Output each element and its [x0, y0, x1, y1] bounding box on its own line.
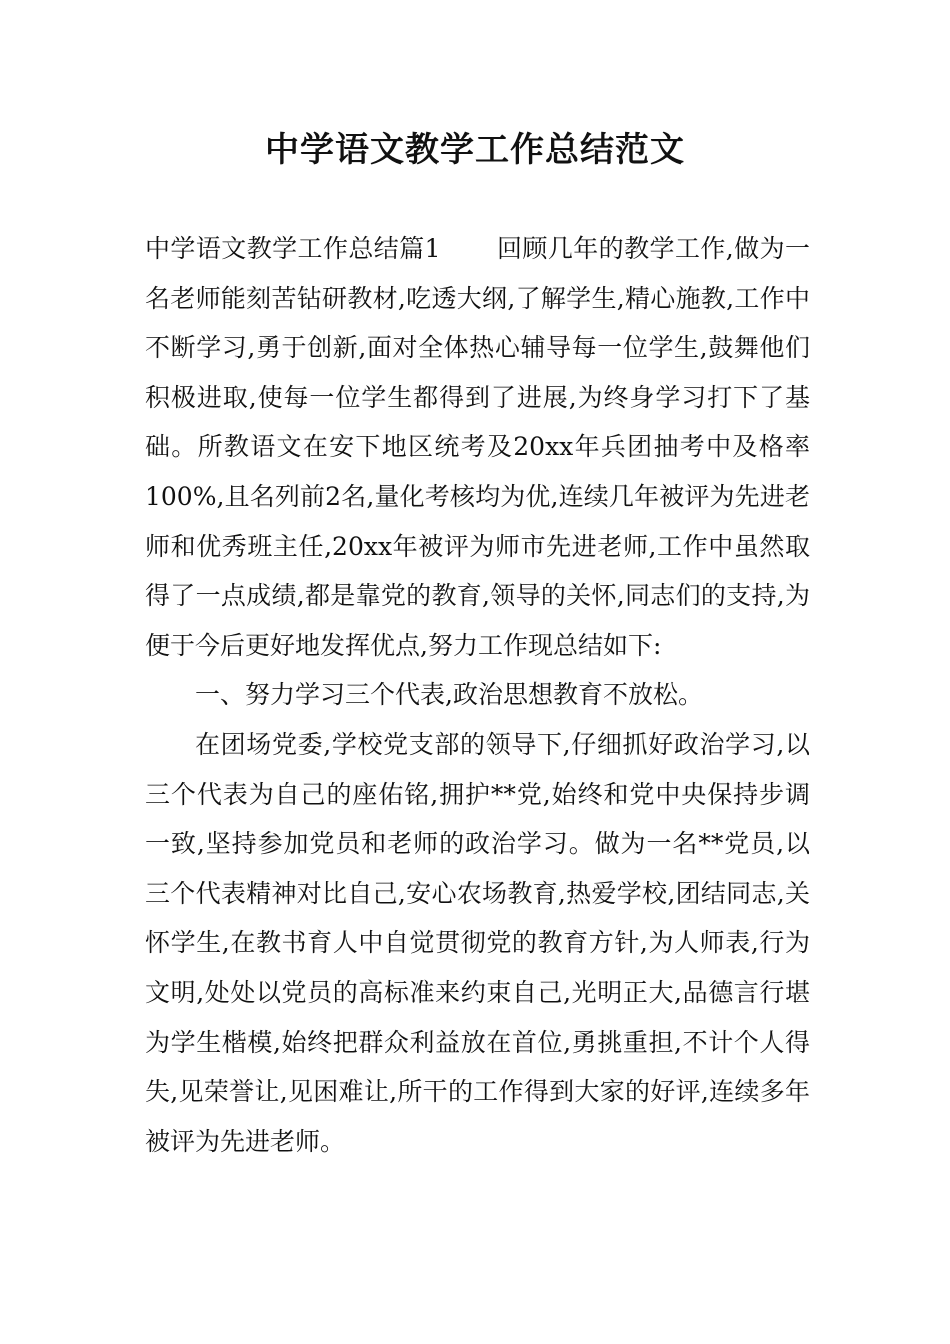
paragraph-3: 在团场党委,学校党支部的领导下,仔细抓好政治学习,以三个代表为自己的座佑铭,拥护**党,始终和党中央保持步调一致,坚持参加党员和老师的政治学习。做为一名**党员,以三个代表精神对比自己,安心农场教育,热爱学校,团结同志,关怀学生,在教书育人中自觉贯彻党的教育方针,为人师表,行为文明,处处以党员的高标准来约束自己,光明正大,品德言行堪为学生楷模,始终把群众利益放在首位,勇挑重担,不计个人得失,见荣誉让,见困难让,所干的工作得到大家的好评,连续多年被评为先进老师。: [145, 729, 810, 1156]
document-title: 中学语文教学工作总结范文: [265, 130, 685, 170]
paragraph-2: 一、努力学习三个代表,政治思想教育不放松。: [195, 680, 703, 710]
section-heading: 中学语文教学工作总结篇1: [145, 234, 441, 263]
paragraph-1: [145, 224, 810, 670]
paragraph-1-text: 回顾几年的教学工作,做为一名老师能刻苦钻研教材,吃透大纲,了解学生,精心施教,工作中不断学习,勇于创新,面对全体热心辅导每一位学生,鼓舞他们积极进取,使每一位学生都得到了进展,为终身学习打下了基础。所教语文在安下地区统考及20xx年兵团抽考中及格率100%,且名列前2名,量化考核均为优,连续几年被评为先进老师和优秀班主任,20xx年被评为师市先进老师,工作中虽然取得了一点成绩,都是靠党的教育,领导的关怀,同志们的支持,为便于今后更好地发挥优点,努力工作现总结如下:: [145, 234, 810, 660]
document-body: [145, 224, 810, 1166]
